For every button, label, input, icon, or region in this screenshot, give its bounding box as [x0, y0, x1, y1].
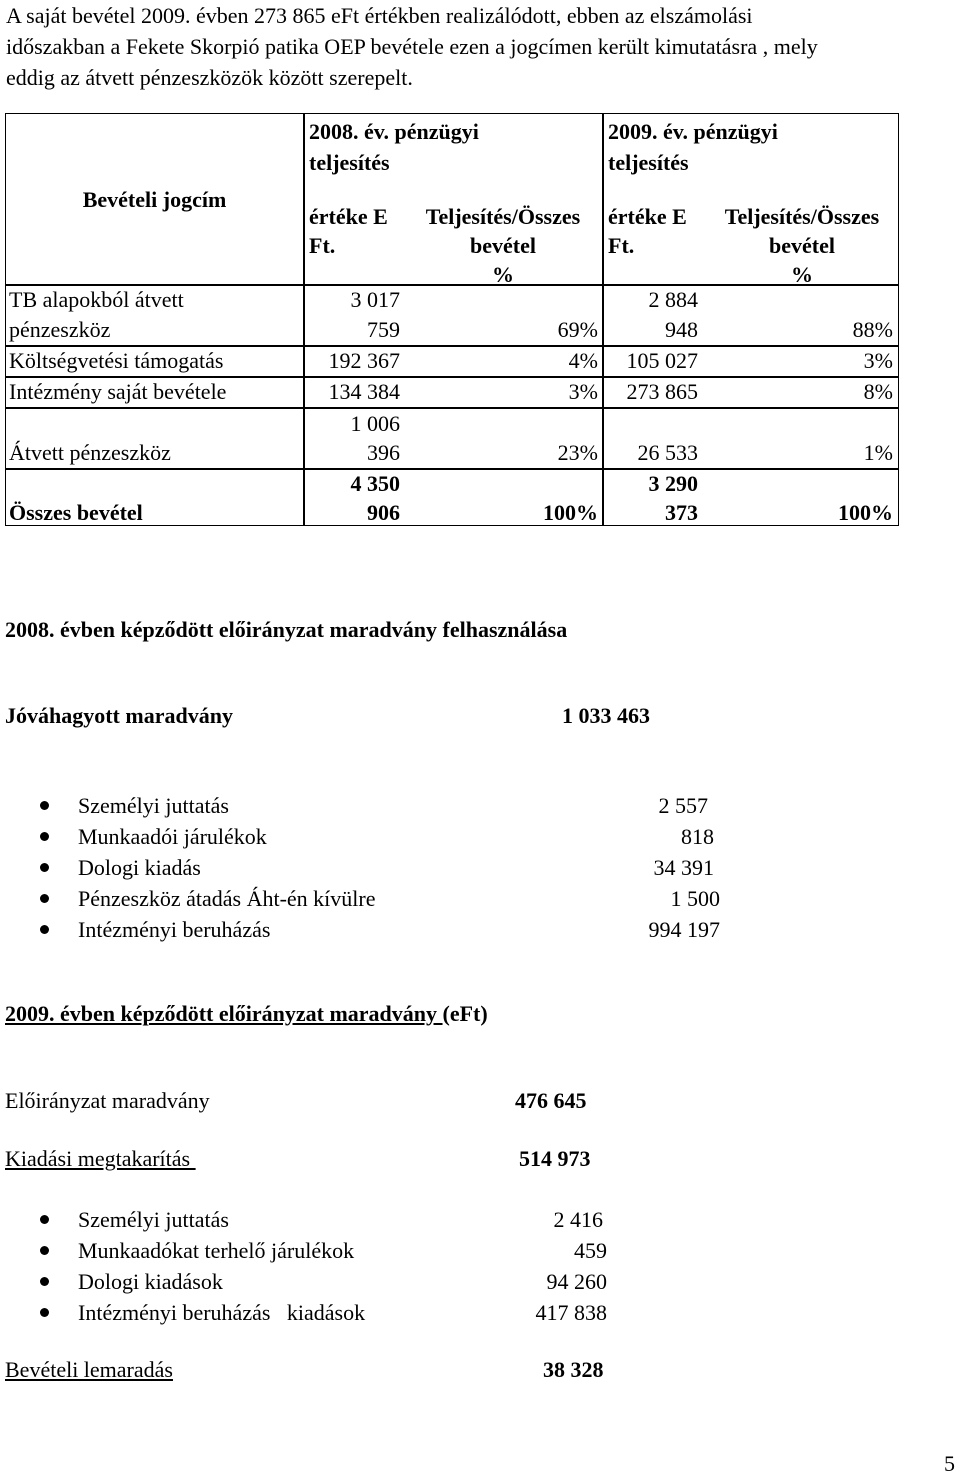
bullet-icon [40, 863, 49, 872]
section-2009-title-main: 2009. évben képződött előirányzat maradvány [5, 1001, 443, 1026]
item-value: 818 [681, 824, 714, 849]
bullet-icon [40, 801, 49, 810]
kiadasi-value: 514 973 [519, 1146, 591, 1171]
cell-2009-pct: 3% [863, 348, 893, 373]
cell-2008-value: 396 [367, 440, 400, 465]
cell-2008-value: 134 384 [328, 379, 400, 404]
header-2008-title: 2008. év. pénzügyi [309, 119, 479, 144]
header-2009-arany: Teljesítés/Összes [724, 204, 880, 229]
cell-2008-pct: 69% [557, 317, 598, 342]
item-label: Intézményi beruházás [78, 917, 271, 942]
header-2008-title-2: teljesítés [309, 150, 390, 175]
item-value: 2 557 [658, 793, 708, 818]
cell-2008-value: 759 [367, 317, 400, 342]
section-2008-title: 2008. évben képződött előirányzat maradvány felhasználása [5, 617, 568, 642]
cell-2009-value: 26 533 [637, 440, 698, 465]
cell-2009-value: 2 884 [648, 287, 698, 312]
header-2008-erteke: értéke E [309, 204, 388, 229]
approved-label: Jóváhagyott maradvány [5, 703, 233, 728]
cell-2009-total-pct: 100% [838, 500, 893, 525]
row-label: pénzeszköz [9, 317, 111, 342]
row-label: Átvett pénzeszköz [9, 440, 171, 465]
bullet-icon [40, 1246, 49, 1255]
header-2009-arany-2: bevétel [769, 233, 835, 258]
cell-2008-pct: 4% [568, 348, 598, 373]
section-2009-title-unit: (eFt) [442, 1001, 488, 1026]
cell-2008-value: 3 017 [350, 287, 400, 312]
section-2009-title [5, 998, 488, 1029]
header-2008-arany-3: % [492, 262, 514, 287]
header-2009-title: 2009. év. pénzügyi [608, 119, 778, 144]
intro-paragraph [6, 0, 956, 93]
item-value: 1 500 [670, 886, 720, 911]
table-divider [6, 468, 898, 470]
bullet-icon [40, 1277, 49, 1286]
header-2009-arany-3: % [791, 262, 813, 287]
cell-2008-total: 4 350 [350, 471, 400, 496]
item-value: 459 [574, 1238, 607, 1263]
page-number: 5 [944, 1451, 955, 1476]
header-2008-arany-2: bevétel [470, 233, 536, 258]
elo-value: 476 645 [515, 1088, 587, 1113]
intro-line: A saját bevétel 2009. évben 273 865 eFt értékben realizálódott, ebben az elszámolási [6, 3, 753, 28]
cell-2009-total: 373 [665, 500, 698, 525]
elo-label: Előirányzat maradvány [5, 1088, 210, 1113]
item-value: 417 838 [535, 1300, 607, 1325]
revenue-table [5, 113, 899, 526]
item-label: Pénzeszköz átadás Áht-én kívülre [78, 886, 376, 911]
cell-2009-pct: 88% [852, 317, 893, 342]
item-label: Személyi juttatás [78, 793, 229, 818]
cell-2008-total: 906 [367, 500, 400, 525]
cell-2008-value: 192 367 [328, 348, 400, 373]
item-label: Dologi kiadás [78, 855, 201, 880]
cell-2009-value: 948 [665, 317, 698, 342]
header-2009-title-2: teljesítés [608, 150, 689, 175]
table-divider [6, 407, 898, 409]
approved-value: 1 033 463 [562, 703, 650, 728]
item-label: Intézményi beruházás kiadások [78, 1300, 366, 1325]
cell-2009-pct: 1% [863, 440, 893, 465]
row-label: Költségvetési támogatás [9, 348, 224, 373]
total-label: Összes bevétel [9, 500, 143, 525]
item-value: 994 197 [648, 917, 720, 942]
item-value: 2 416 [553, 1207, 603, 1232]
header-2009-erteke: értéke E [608, 204, 687, 229]
cell-2008-pct: 23% [557, 440, 598, 465]
cell-2009-pct: 8% [863, 379, 893, 404]
header-2009-erteke-2: Ft. [608, 233, 635, 258]
header-2008-erteke-2: Ft. [309, 233, 336, 258]
header-jogcim: Bevételi jogcím [82, 187, 227, 212]
item-label: Munkaadói járulékok [78, 824, 267, 849]
item-value: 94 260 [546, 1269, 607, 1294]
item-label: Személyi juttatás [78, 1207, 229, 1232]
cell-2009-value: 105 027 [626, 348, 698, 373]
intro-line: eddig az átvett pénzeszközök között szerepelt. [6, 65, 413, 90]
cell-2009-total: 3 290 [648, 471, 698, 496]
cell-2009-value: 273 865 [626, 379, 698, 404]
lemaradas-label: Bevételi lemaradás [5, 1357, 173, 1382]
bullet-icon [40, 1215, 49, 1224]
intro-line: időszakban a Fekete Skorpió patika OEP bevétele ezen a jogcímen került kimutatásra , mely [6, 34, 818, 59]
header-2008-arany: Teljesítés/Összes [425, 204, 581, 229]
bullet-icon [40, 832, 49, 841]
item-value: 34 391 [653, 855, 714, 880]
bullet-icon [40, 1308, 49, 1317]
row-label: Intézmény saját bevétele [9, 379, 227, 404]
cell-2008-value: 1 006 [350, 411, 400, 436]
kiadasi-label: Kiadási megtakarítás [5, 1146, 196, 1171]
row-label: TB alapokból átvett [9, 287, 184, 312]
bullet-icon [40, 925, 49, 934]
item-label: Dologi kiadások [78, 1269, 223, 1294]
lemaradas-value: 38 328 [543, 1357, 604, 1382]
cell-2008-total-pct: 100% [543, 500, 598, 525]
cell-2008-pct: 3% [568, 379, 598, 404]
item-label: Munkaadókat terhelő járulékok [78, 1238, 355, 1263]
bullet-icon [40, 894, 49, 903]
